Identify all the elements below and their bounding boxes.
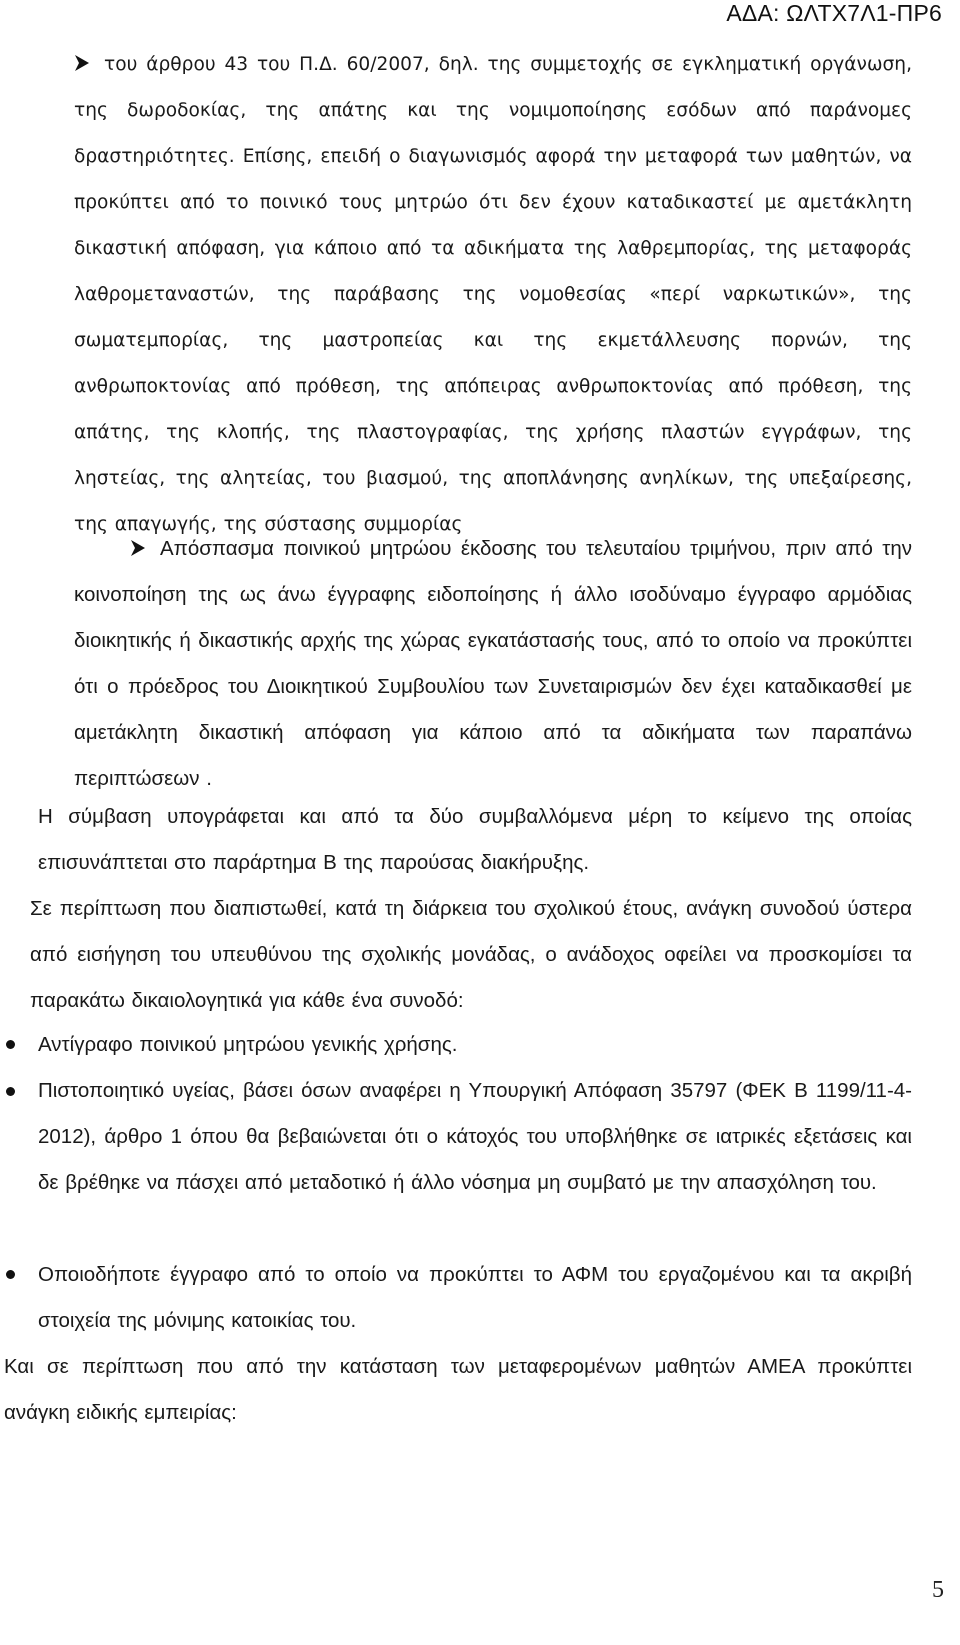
arrow-bullet-icon	[74, 54, 90, 72]
ada-code: ΑΔΑ: ΩΛΤΧ7Λ1-ΠΡ6	[726, 0, 942, 26]
list-item	[38, 1068, 912, 1206]
list-bullet-icon	[6, 1040, 15, 1049]
list-item	[38, 1022, 912, 1068]
contract-paragraph	[38, 794, 912, 886]
list-item	[38, 1252, 912, 1344]
contract-text: Η σύμβαση υπογράφεται και από τα δύο συμβαλλόμενα μέρη το κείμενο της οποίας επισυνάπτεται στο παράρτημα Β της παρούσας διακήρυξης.	[38, 805, 912, 874]
list-item-text: Αντίγραφο ποινικού μητρώου γενικής χρήσης.	[38, 1033, 458, 1056]
arrow-bullet-icon	[130, 539, 146, 557]
amea-text: Και σε περίπτωση που από την κατάσταση των μεταφερομένων μαθητών ΑΜΕΑ προκύπτει ανάγκη ειδικής εμπειρίας:	[4, 1355, 912, 1424]
crimes-list-text: του άρθρου 43 του Π.Δ. 60/2007, δηλ. της συμμετοχής σε εγκληματική οργάνωση, της δωροδοκίας, της απάτης και της νομιμοποίησης εσόδων από παράνομες δραστηριότητες. Επίσης, επειδή ο διαγωνισμός αφορά την μεταφορά των μαθητών, να προκύπτει από το ποινικό τους μητρώο ότι δεν έχουν καταδικαστεί με αμετάκλητη δικαστική απόφαση, για κάποιο από τα αδικήματα της λαθρεμπορίας, της μεταφοράς λαθρομεταναστών, της παράβασης της νομοθεσίας «περί ναρκωτικών», της σωματεμπορίας, της μαστροπείας και της εκμετάλλευσης πορνών, της ανθρωποκτονίας από πρόθεση, της απόπειρας ανθρωποκτονίας από πρόθεση, της απάτης, της κλοπής, της πλαστογραφίας, της χρήσης πλαστών εγγράφων, της ληστείας, της αλητείας, του βιασμού, της αποπλάνησης ανηλίκων, της υπεξαίρεσης, της απαγωγής, της σύστασης συμμορίας	[74, 54, 912, 535]
escort-text: Σε περίπτωση που διαπιστωθεί, κατά τη διάρκεια του σχολικού έτους, ανάγκη συνοδού ύστερα από εισήγηση του υπευθύνου της σχολικής μονάδας, ο ανάδοχος οφείλει να προσκομίσει τα παρακάτω δικαιολογητικά για κάθε ένα συνοδό:	[30, 897, 912, 1012]
list-bullet-icon	[6, 1087, 15, 1096]
list-item-text: Πιστοποιητικό υγείας, βάσει όσων αναφέρει η Υπουργική Απόφαση 35797 (ΦΕΚ Β 1199/11-4-2012), άρθρο 1 όπου θα βεβαιώνεται ότι ο κάτοχός του υποβλήθηκε σε ιατρικές εξετάσεις και δε βρέθηκε να πάσχει από μεταδοτικό ή άλλο νόσημα μη συμβατό με την απασχόληση του.	[38, 1079, 912, 1194]
crimes-list-paragraph	[74, 42, 912, 548]
criminal-record-paragraph	[74, 526, 912, 802]
page-number: 5	[932, 1577, 944, 1603]
escort-paragraph	[30, 886, 912, 1024]
amea-paragraph	[4, 1344, 912, 1436]
criminal-record-text: Απόσπασμα ποινικού μητρώου έκδοσης του τελευταίου τριμήνου, πριν από την κοινοποίηση της ως άνω έγγραφης ειδοποίησης ή άλλο ισοδύναμο έγγραφο αρμόδιας διοικητικής ή δικαστικής αρχής της χώρας εγκατάστασής τους, από το οποίο να προκύπτει ότι ο πρόεδρος του Διοικητικού Συμβουλίου των Συνεταιρισμών δεν έχει καταδικασθεί με αμετάκλητη δικαστική απόφαση για κάποιο από τα αδικήματα των παραπάνω περιπτώσεων .	[74, 537, 912, 790]
list-item-text: Οποιοδήποτε έγγραφο από το οποίο να προκύπτει το ΑΦΜ του εργαζομένου και τα ακριβή στοιχεία της μόνιμης κατοικίας του.	[38, 1263, 912, 1332]
list-bullet-icon	[6, 1270, 15, 1279]
